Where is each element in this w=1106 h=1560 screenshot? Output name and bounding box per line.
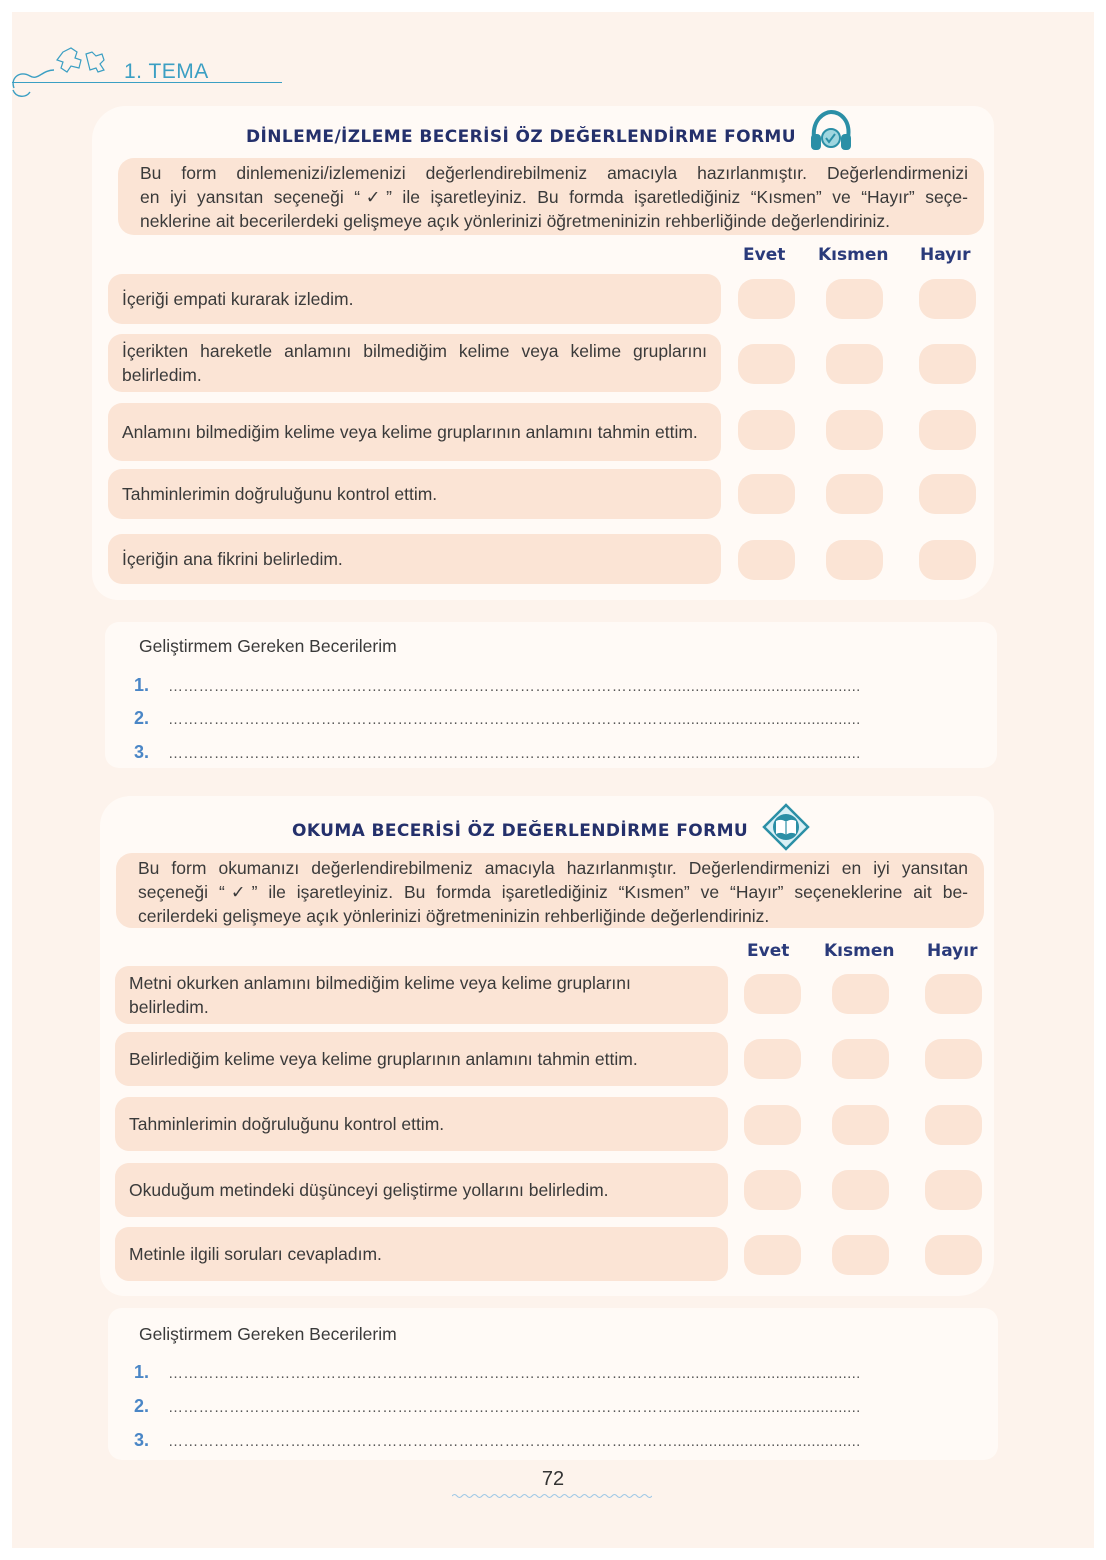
form1-row-5-hayir-box[interactable] (919, 540, 976, 580)
form2-row-1-evet-box[interactable] (744, 974, 801, 1014)
col-head-kismen: Kısmen (818, 245, 889, 265)
form1-row-1 (108, 274, 721, 324)
row-text: Anlamını bilmediğim kelime veya kelime gruplarının anlamını tahmin ettim. (122, 422, 698, 442)
page-number: 72 (541, 1468, 565, 1490)
form2-row-3-hayir-box[interactable] (925, 1105, 982, 1145)
reading-form-title: OKUMA BECERİSİ ÖZ DEĞERLENDİRME FORMU (292, 821, 749, 841)
skills-to-develop-title: Geliştirmem Gereken Becerilerim (139, 636, 397, 656)
row-text: Tahminlerimin doğruluğunu kontrol ettim. (129, 1114, 445, 1134)
form2-row-3-evet-box[interactable] (744, 1105, 801, 1145)
answer-line-2[interactable]: ……………………………………………………………………………………….......................................... (168, 1399, 861, 1416)
intro-line-2: seçeneği “✓” ile işaretleyiniz. Bu formda işaretlediğiniz “Kısmen” ve “Hayır” seçeneklerine ait be- (138, 882, 968, 902)
row-text: Belirlediğim kelime veya kelime gruplarının anlamını tahmin ettim. (129, 1049, 638, 1069)
form1-row-1-kismen-box[interactable] (826, 279, 883, 319)
listening-form-intro (118, 158, 984, 235)
form1-row-4-evet-box[interactable] (738, 474, 795, 514)
form1-row-2 (108, 334, 721, 392)
col-head-evet: Evet (743, 245, 786, 265)
form2-row-1 (115, 966, 728, 1024)
form2-row-4-evet-box[interactable] (744, 1170, 801, 1210)
form1-row-2-kismen-box[interactable] (826, 344, 883, 384)
form1-row-2-hayir-box[interactable] (919, 344, 976, 384)
intro-line-1: Bu form dinlemenizi/izlemenizi değerlendirebilmeniz amacıyla hazırlanmıştır. Değerlendirmenizi (140, 163, 968, 183)
intro-line-2: en iyi yansıtan seçeneği “✓” ile işaretleyiniz. Bu formda işaretlediğiniz “Kısmen” ve “Hayır” seçe- (140, 187, 968, 207)
col-head-hayir: Hayır (927, 941, 978, 961)
form1-row-5 (108, 534, 721, 584)
form1-row-3-kismen-box[interactable] (826, 410, 883, 450)
theme-title: 1. TEMA (124, 60, 209, 83)
row-text: Okuduğum metindeki düşünceyi geliştirme yollarını belirledim. (129, 1180, 609, 1200)
form2-row-1-kismen-box[interactable] (832, 974, 889, 1014)
answer-line-1[interactable]: ……………………………………………………………………………………….......................................... (168, 678, 861, 695)
form1-row-2-evet-box[interactable] (738, 344, 795, 384)
row-text: Tahminlerimin doğruluğunu kontrol ettim. (122, 484, 438, 504)
wave-divider (452, 1493, 652, 1499)
row-text: İçeriği empati kurarak izledim. (122, 289, 354, 309)
intro-line-3: cerilerdeki gelişmeye açık yönlerinizi öğretmeninizin rehberliğinde değerlendiriniz. (138, 906, 770, 926)
row-text: Metni okurken anlamını bilmediğim kelime veya kelime gruplarını belirledim. (129, 973, 631, 1017)
form1-row-4-hayir-box[interactable] (919, 474, 976, 514)
form2-row-4-hayir-box[interactable] (925, 1170, 982, 1210)
row-text: İçeriğin ana fikrini belirledim. (122, 549, 343, 569)
form2-row-5 (115, 1227, 728, 1281)
listening-form-title: DİNLEME/İZLEME BECERİSİ ÖZ DEĞERLENDİRME FORMU (246, 127, 796, 147)
item-number: 2. (134, 708, 150, 728)
form2-row-2 (115, 1032, 728, 1086)
col-head-hayir: Hayır (920, 245, 971, 265)
form1-row-5-evet-box[interactable] (738, 540, 795, 580)
col-head-evet: Evet (747, 941, 790, 961)
item-number: 3. (134, 742, 150, 762)
form2-row-4 (115, 1163, 728, 1217)
form1-row-3 (108, 403, 721, 461)
row-text: İçerikten hareketle anlamını bilmediğim kelime veya kelime gruplarını belirledim. (122, 341, 707, 385)
item-number: 3. (134, 1430, 150, 1450)
headphones-icon (808, 108, 854, 156)
form2-row-1-hayir-box[interactable] (925, 974, 982, 1014)
form2-row-3-kismen-box[interactable] (832, 1105, 889, 1145)
form2-row-2-kismen-box[interactable] (832, 1039, 889, 1079)
intro-line-1: Bu form okumanızı değerlendirebilmeniz amacıyla hazırlanmıştır. Değerlendirmenizi en iyi yansıtan (138, 858, 968, 878)
header-rule (12, 82, 282, 83)
form2-row-3 (115, 1097, 728, 1151)
item-number: 2. (134, 1396, 150, 1416)
col-head-kismen: Kısmen (824, 941, 895, 961)
intro-line-3: neklerine ait becerilerdeki gelişmeye açık yönlerinizi öğretmeninizin rehberliğinde değerlendiriniz. (140, 211, 890, 231)
item-number: 1. (134, 675, 150, 695)
form1-row-5-kismen-box[interactable] (826, 540, 883, 580)
form2-row-5-kismen-box[interactable] (832, 1235, 889, 1275)
form2-row-5-hayir-box[interactable] (925, 1235, 982, 1275)
skills-to-develop-title: Geliştirmem Gereken Becerilerim (139, 1324, 397, 1344)
form1-row-3-hayir-box[interactable] (919, 410, 976, 450)
book-icon (762, 803, 810, 851)
reading-form-intro (116, 853, 984, 928)
answer-line-3[interactable]: ……………………………………………………………………………………….......................................... (168, 745, 861, 762)
row-text: Metinle ilgili soruları cevapladım. (129, 1244, 382, 1264)
form2-row-4-kismen-box[interactable] (832, 1170, 889, 1210)
puzzle-swirl-icon (8, 40, 128, 100)
form1-row-1-hayir-box[interactable] (919, 279, 976, 319)
form1-row-3-evet-box[interactable] (738, 410, 795, 450)
form2-row-5-evet-box[interactable] (744, 1235, 801, 1275)
form2-row-2-evet-box[interactable] (744, 1039, 801, 1079)
form1-row-4-kismen-box[interactable] (826, 474, 883, 514)
item-number: 1. (134, 1362, 150, 1382)
form2-row-2-hayir-box[interactable] (925, 1039, 982, 1079)
form1-row-4 (108, 469, 721, 519)
answer-line-2[interactable]: ……………………………………………………………………………………….......................................... (168, 711, 861, 728)
form1-row-1-evet-box[interactable] (738, 279, 795, 319)
answer-line-1[interactable]: ……………………………………………………………………………………….......................................... (168, 1365, 861, 1382)
answer-line-3[interactable]: ……………………………………………………………………………………….......................................... (168, 1433, 861, 1450)
